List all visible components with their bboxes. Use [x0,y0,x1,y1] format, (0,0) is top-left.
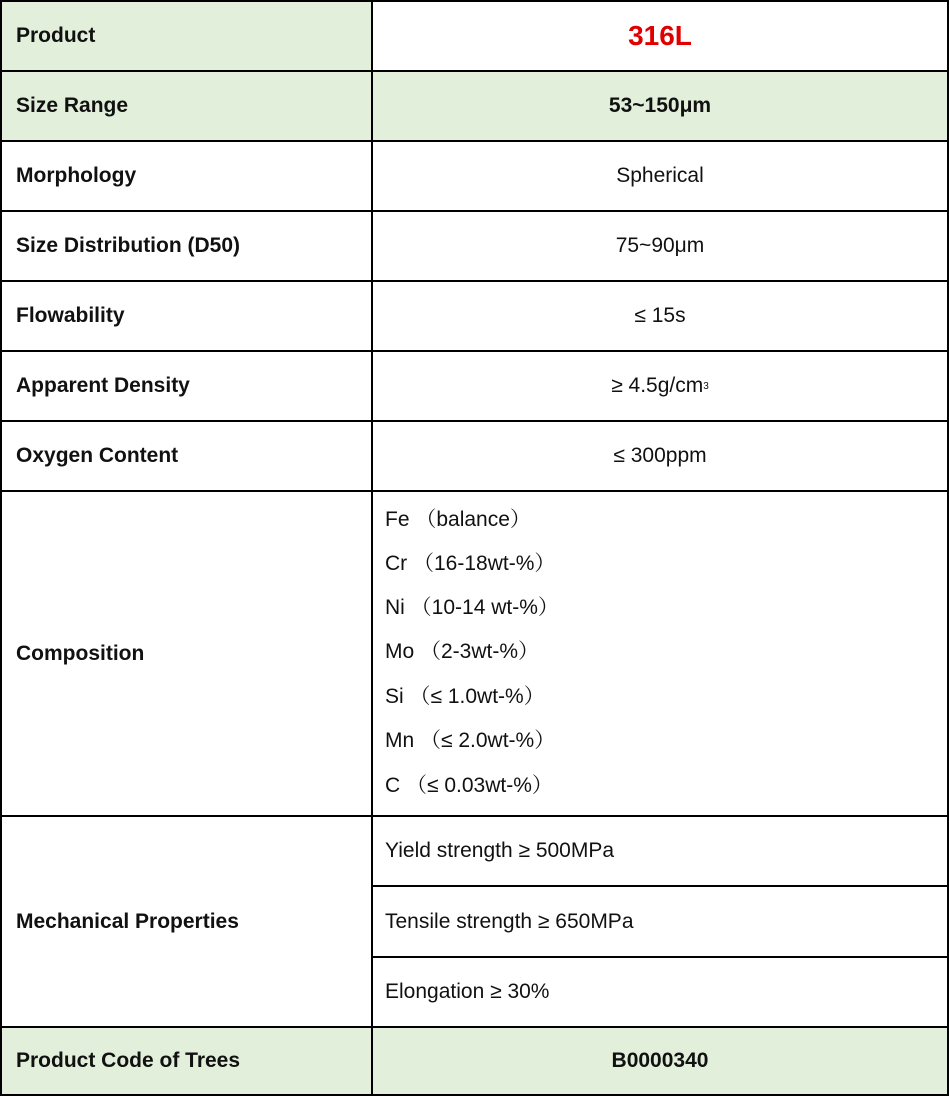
composition-list [373,492,949,817]
list-item: Mo （2-3wt-%） [385,640,540,663]
elongation-value: Elongation ≥ 30% [373,958,949,1028]
size-distribution-label: Size Distribution (D50) [0,212,373,282]
list-item: Mn （≤ 2.0wt-%） [385,729,556,752]
table-row-composition [0,492,949,817]
composition-label: Composition [0,492,373,817]
table-row-oxygen-content [0,422,949,492]
yield-strength-value: Yield strength ≥ 500MPa [373,817,949,887]
table-row-morphology [0,142,949,212]
list-item: Ni （10-14 wt-%） [385,596,559,619]
table-row-product [0,2,949,72]
size-range-label: Size Range [0,72,373,142]
oxygen-content-value: ≤ 300ppm [373,422,949,492]
flowability-value: ≤ 15s [373,282,949,352]
flowability-label: Flowability [0,282,373,352]
list-item: Cr （16-18wt-%） [385,552,556,575]
list-item: Si （≤ 1.0wt-%） [385,685,545,708]
list-item: C （≤ 0.03wt-%） [385,774,553,797]
list-item: Fe （balance） [385,508,531,531]
oxygen-content-label: Oxygen Content [0,422,373,492]
table-row-mechanical-properties [0,817,949,1028]
product-label: Product [0,2,373,72]
table-row-size-range [0,72,949,142]
table-row-product-code [0,1028,949,1096]
table-row-size-distribution [0,212,949,282]
morphology-label: Morphology [0,142,373,212]
tensile-strength-value: Tensile strength ≥ 650MPa [373,887,949,958]
size-distribution-value: 75~90μm [373,212,949,282]
mechanical-properties-label: Mechanical Properties [0,817,373,1028]
size-range-value: 53~150μm [373,72,949,142]
morphology-value: Spherical [373,142,949,212]
table-row-flowability [0,282,949,352]
apparent-density-value-cell [373,352,949,422]
apparent-density-superscript: 3 [703,380,709,392]
apparent-density-value: ≥ 4.5g/cm [611,374,704,397]
product-value: 316L [373,2,949,72]
table-row-apparent-density [0,352,949,422]
apparent-density-label: Apparent Density [0,352,373,422]
product-code-value: B0000340 [373,1028,949,1096]
product-code-label: Product Code of Trees [0,1028,373,1096]
